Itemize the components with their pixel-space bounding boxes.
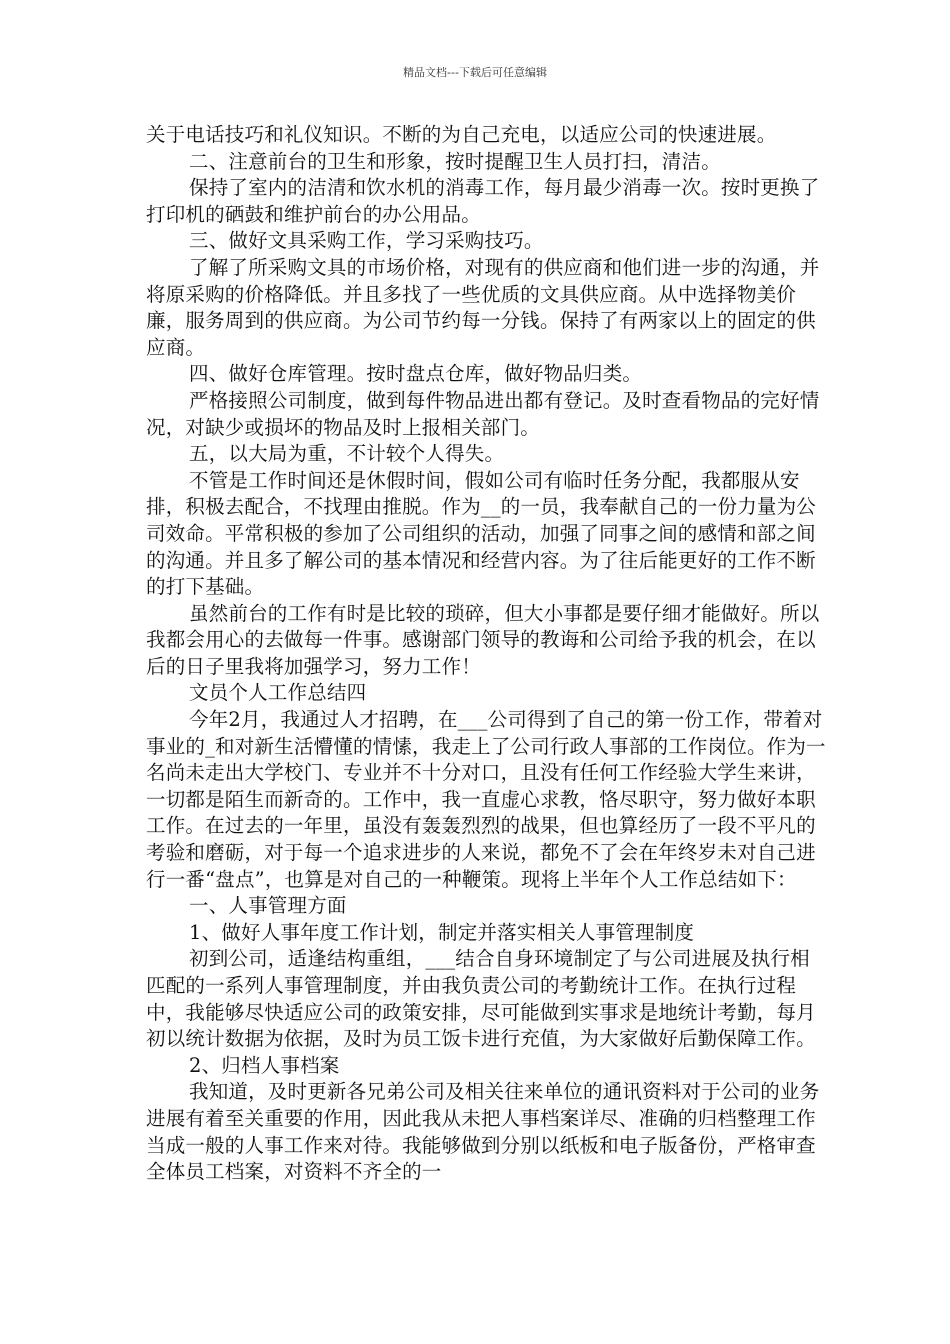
paragraph: 严格接照公司制度，做到每件物品进出都有登记。及时查看物品的完好情况，对缺少或损坏的物品及时上报相关部门。 <box>146 388 820 439</box>
paragraph: 保持了室内的洁清和饮水机的消毒工作，每月最少消毒一次。按时更换了打印机的硒鼓和维护前台的办公用品。 <box>146 176 820 226</box>
paragraph: 关于电话技巧和礼仪知识。不断的为自己充电，以适应公司的快速进展。 <box>146 123 777 146</box>
document-body <box>146 122 826 1186</box>
section-heading-4: 四、做好仓库管理。按时盘点仓库，做好物品归类。 <box>189 362 643 386</box>
paragraph: 了解了所采购文具的市场价格，对现有的供应商和他们进一步的沟通，并将原采购的价格降低。并且多找了一些优质的文具供应商。从中选择物美价廉，服务周到的供应商。为公司节约每一分钱。保持了有两家以上的固定的供应商。 <box>146 255 820 359</box>
section-heading-3: 三、做好文具采购工作，学习采购技巧。 <box>189 229 544 253</box>
paragraph: 我知道，及时更新各兄弟公司及相关往来单位的通讯资料对于公司的业务进展有着至关重要的作用，因此我从未把人事档案详尽、准确的归档整理工作当成一般的人事工作来对待。我能够做到分别以纸板和电子版备份，严格审查全体员工档案，对资料不齐全的一 <box>146 1080 820 1184</box>
document-subtitle: 文员个人工作总结四 <box>189 681 367 705</box>
paragraph: 不管是工作时间还是休假时间，假如公司有临时任务分配，我都服从安排，积极去配合，不找理由推脱。作为__的一员，我奉献自己的一份力量为公司效命。平常积极的参加了公司组织的活动，加强了同事之间的感情和部之间的沟通。并且多了解公司的基本情况和经营内容。为了往后能更好的工作不断的打下基础。 <box>146 468 817 599</box>
section-heading-2: 二、注意前台的卫生和形象，按时提醒卫生人员打扫，清洁。 <box>189 149 721 173</box>
subsection-heading-2: 2、归档人事档案 <box>189 1053 340 1077</box>
page-header: 精品文档---下载后可任意编辑 <box>403 66 547 79</box>
paragraph: 初到公司，适逢结构重组，___结合自身环境制定了与公司进展及执行相匹配的一系列人事管理制度，并由我负责公司的考勤统计工作。在执行过程中，我能够尽快适应公司的政策安排，尽可能做到实事求是地统计考勤，每月初以统计数据为依据，及时为员工饭卡进行充值，为大家做好后勤保障工作。 <box>146 947 816 1051</box>
section-heading-hr: 一、人事管理方面 <box>189 894 347 918</box>
section-heading-5: 五，以大局为重，不计较个人得失。 <box>189 442 505 466</box>
subsection-heading-1: 1、做好人事年度工作计划，制定并落实相关人事管理制度 <box>189 920 695 944</box>
paragraph: 虽然前台的工作有时是比较的琐碎，但大小事都是要仔细才能做好。所以我都会用心的去做每一件事。感谢部门领导的教诲和公司给予我的机会，在以后的日子里我将加强学习，努力工作！ <box>146 601 820 678</box>
paragraph: 今年2月，我通过人才招聘，在___公司得到了自己的第一份工作，带着对事业的_和对新生活懵懂的情愫，我走上了公司行政人事部的工作岗位。作为一名尚未走出大学校门、专业并不十分对口，且没有任何工作经验大学生来讲，一切都是陌生而新奇的。工作中，我一直虚心求教，恪尽职守，努力做好本职工作。在过去的一年里，虽没有轰轰烈烈的战果，但也算经历了一段不平凡的考验和磨砺，对于每一个追求进步的人来说，都免不了会在年终岁未对自己进行一番“盘点”，也算是对自己的一种鞭策。现将上半年个人工作总结如下： <box>146 708 826 891</box>
